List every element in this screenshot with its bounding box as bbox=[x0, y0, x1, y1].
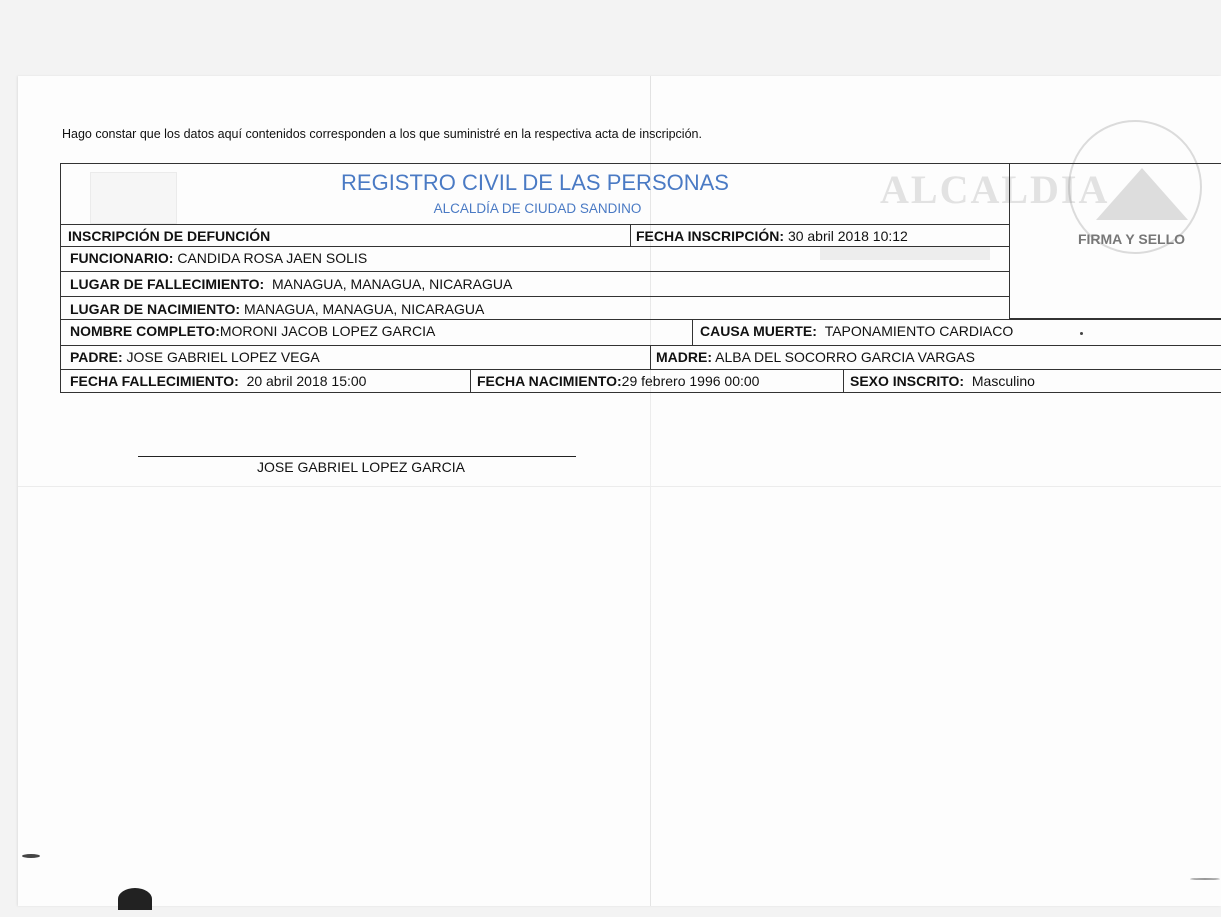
causa-muerte-label: CAUSA MUERTE: bbox=[700, 323, 817, 339]
nombre-completo-value: MORONI JACOB LOPEZ GARCIA bbox=[219, 323, 436, 339]
lugar-fallecimiento-value: MANAGUA, MANAGUA, NICARAGUA bbox=[271, 276, 513, 292]
nombre-completo-label: NOMBRE COMPLETO: bbox=[70, 323, 220, 339]
padre-label: PADRE: bbox=[70, 349, 123, 365]
registry-subtitle: ALCALDÍA DE CIUDAD SANDINO bbox=[433, 201, 642, 216]
signature-line bbox=[138, 456, 576, 457]
sexo-inscrito-value: Masculino bbox=[971, 373, 1035, 389]
padre-cell bbox=[70, 348, 320, 366]
causa-muerte-cell bbox=[700, 322, 1013, 340]
inscripcion-label: INSCRIPCIÓN DE DEFUNCIÓN bbox=[68, 228, 271, 244]
column-divider bbox=[843, 369, 844, 393]
fecha-inscripcion-value: 30 abril 2018 10:12 bbox=[787, 228, 908, 244]
fecha-fallecimiento-cell bbox=[70, 372, 366, 390]
funcionario-value: CANDIDA ROSA JAEN SOLIS bbox=[177, 250, 368, 266]
signature-name: JOSE GABRIEL LOPEZ GARCIA bbox=[257, 459, 465, 475]
fecha-fallecimiento-label: FECHA FALLECIMIENTO: bbox=[70, 373, 239, 389]
alcaldia-watermark: ALCALDIA bbox=[880, 167, 1110, 212]
lugar-nacimiento-label: LUGAR DE NACIMIENTO: bbox=[70, 301, 241, 317]
fecha-fallecimiento-value: 20 abril 2018 15:00 bbox=[246, 373, 367, 389]
ink-blot bbox=[118, 888, 152, 910]
funcionario-cell bbox=[70, 249, 367, 267]
fecha-nacimiento-value: 29 febrero 1996 00:00 bbox=[621, 373, 760, 389]
madre-value: ALBA DEL SOCORRO GARCIA VARGAS bbox=[715, 349, 975, 365]
causa-muerte-value: TAPONAMIENTO CARDIACO bbox=[824, 323, 1014, 339]
row-divider bbox=[60, 345, 1221, 346]
row-divider bbox=[60, 271, 1010, 272]
row-divider bbox=[60, 319, 1221, 320]
sexo-inscrito-cell bbox=[850, 372, 1035, 390]
lugar-nacimiento-value: MANAGUA, MANAGUA, NICARAGUA bbox=[243, 301, 485, 317]
row-divider bbox=[60, 246, 1010, 247]
seal-label: FIRMA Y SELLO bbox=[1077, 231, 1186, 247]
row-divider bbox=[60, 224, 1010, 225]
fecha-inscripcion-cell bbox=[636, 227, 908, 245]
column-divider bbox=[692, 319, 693, 345]
scan-speck bbox=[22, 854, 40, 858]
lugar-fallecimiento-label: LUGAR DE FALLECIMIENTO: bbox=[70, 276, 265, 292]
row-divider bbox=[60, 369, 1221, 370]
intro-statement: Hago constar que los datos aquí contenidos corresponden a los que suministré en la respectiva acta de inscripción. bbox=[62, 127, 702, 141]
registry-title: REGISTRO CIVIL DE LAS PERSONAS bbox=[341, 170, 729, 195]
nombre-completo-cell bbox=[70, 322, 435, 340]
padre-value: JOSE GABRIEL LOPEZ VEGA bbox=[126, 349, 320, 365]
lugar-fallecimiento-cell bbox=[70, 275, 512, 293]
fecha-inscripcion-label: FECHA INSCRIPCIÓN: bbox=[636, 228, 785, 244]
scan-speck bbox=[1190, 878, 1220, 880]
scan-speck bbox=[1080, 332, 1083, 335]
column-divider bbox=[650, 345, 651, 369]
sexo-inscrito-label: SEXO INSCRITO: bbox=[850, 373, 965, 389]
column-divider bbox=[630, 224, 631, 246]
row-divider bbox=[60, 296, 1010, 297]
fecha-nacimiento-cell bbox=[477, 372, 759, 390]
madre-cell bbox=[656, 348, 975, 366]
madre-label: MADRE: bbox=[656, 349, 712, 365]
fecha-nacimiento-label: FECHA NACIMIENTO: bbox=[477, 373, 622, 389]
column-divider bbox=[470, 369, 471, 393]
paper-fold-horizontal bbox=[18, 486, 1221, 487]
lugar-nacimiento-cell bbox=[70, 300, 484, 318]
funcionario-label: FUNCIONARIO: bbox=[70, 250, 174, 266]
inscripcion-cell bbox=[68, 227, 270, 245]
